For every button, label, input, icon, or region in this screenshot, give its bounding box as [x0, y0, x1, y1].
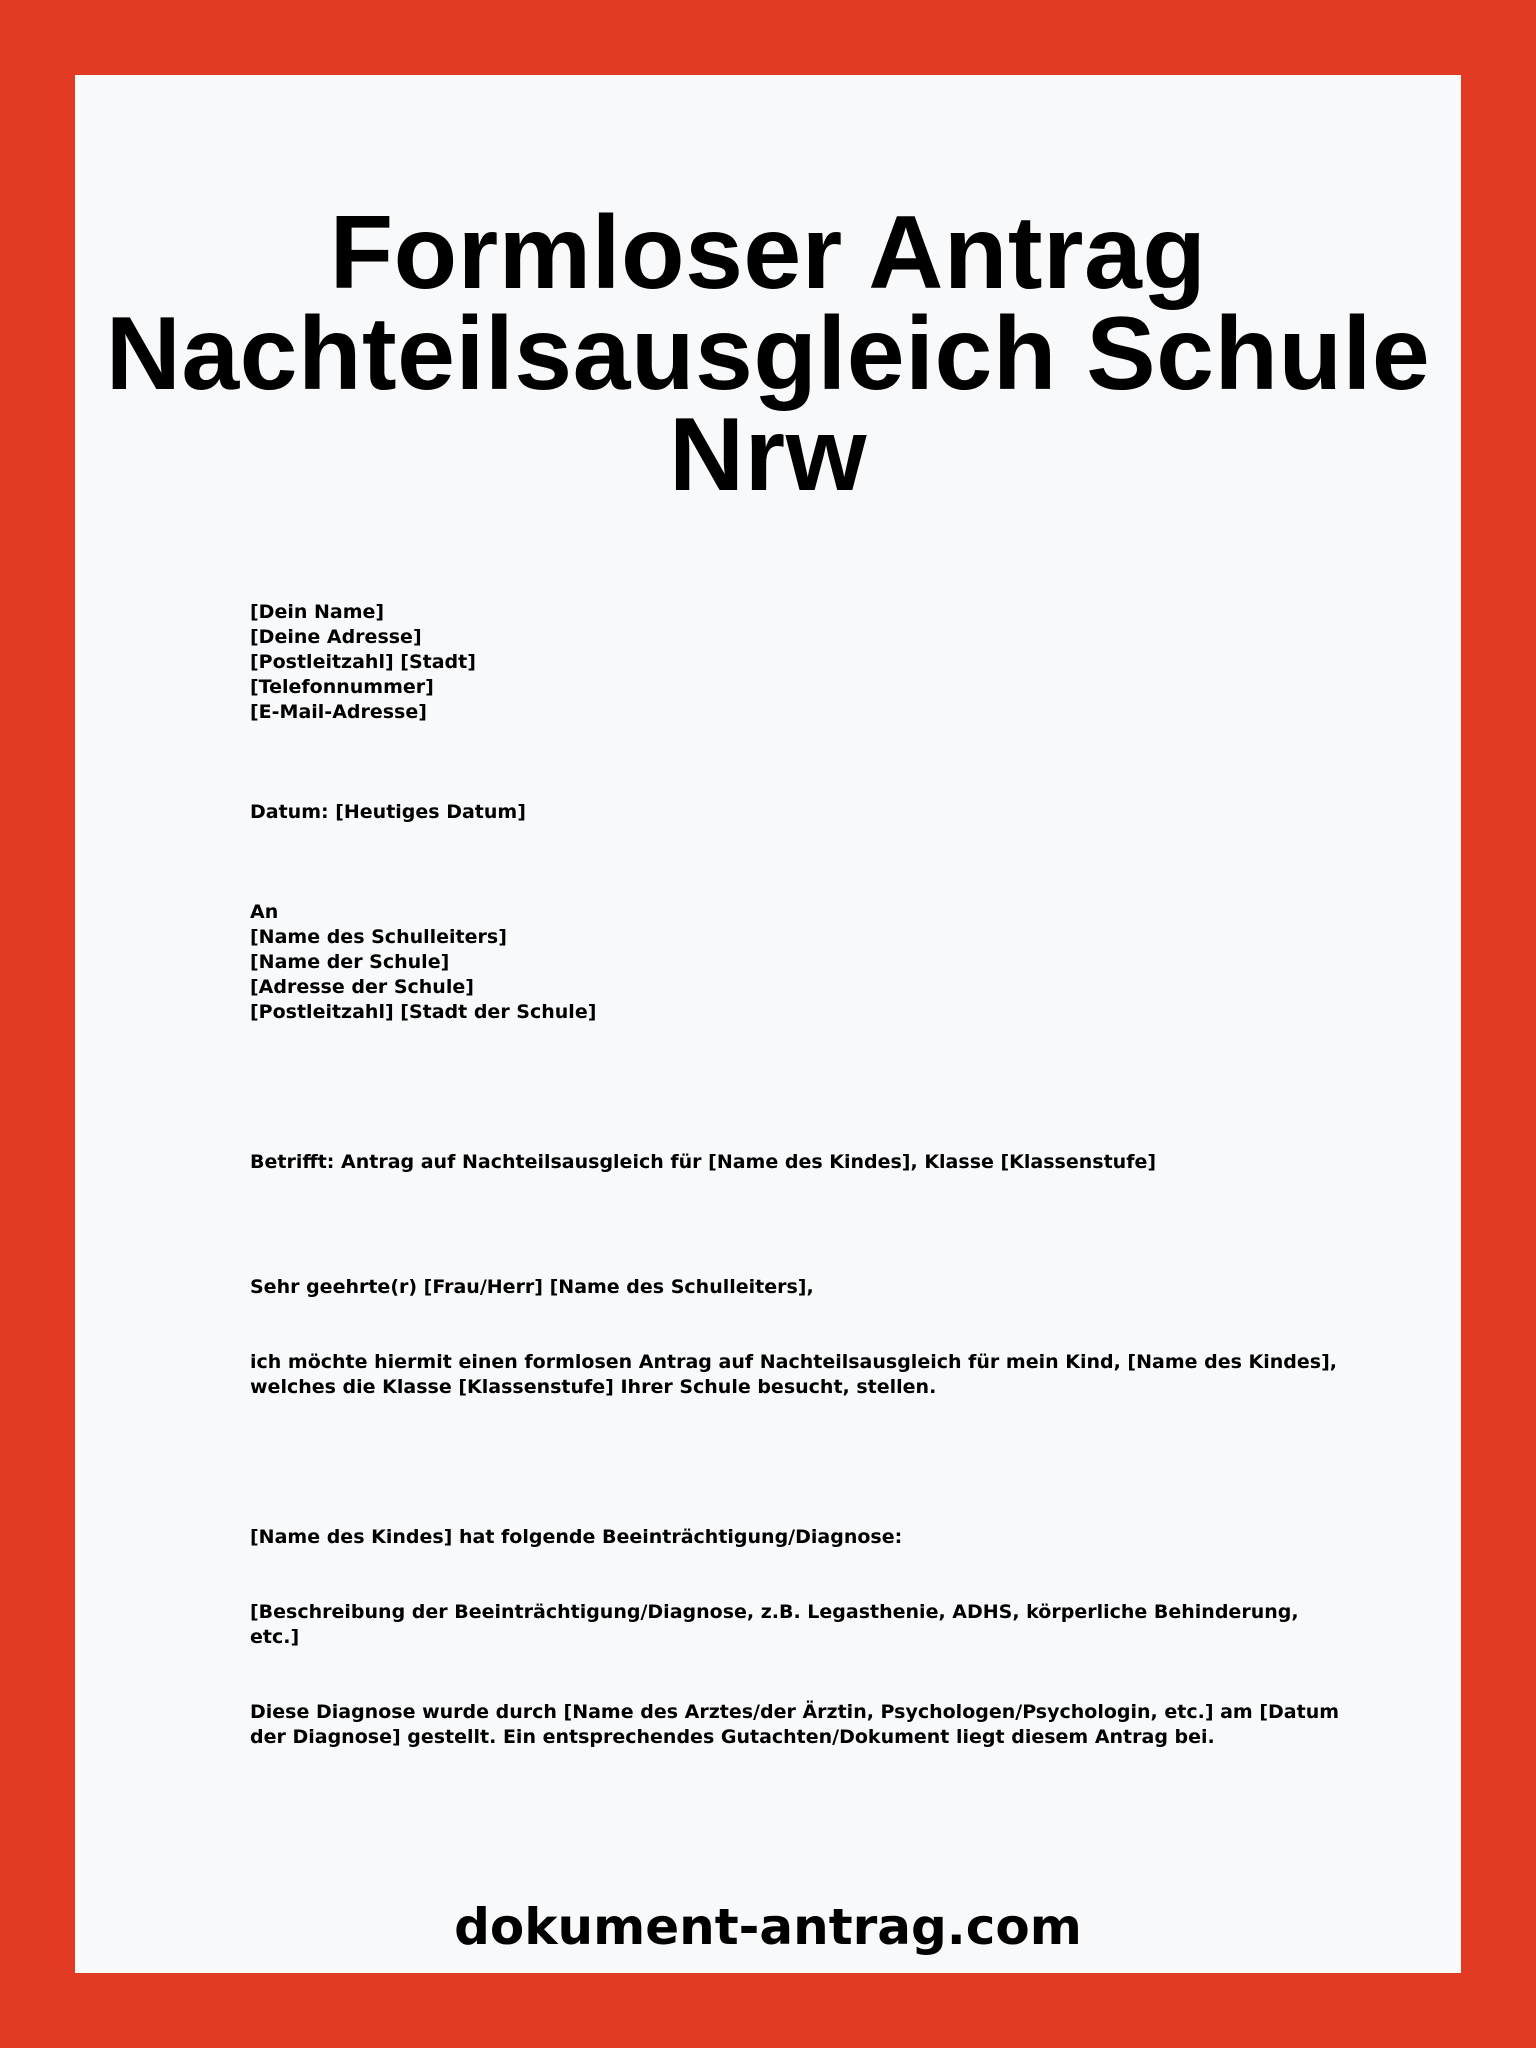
diagnosis-intro: [Name des Kindes] hat folgende Beeinträchtigung/Diagnose:: [250, 1526, 903, 1548]
sender-city: [Postleitzahl] [Stadt]: [250, 651, 476, 673]
sender-address-block: [250, 600, 1350, 725]
sender-phone: [Telefonnummer]: [250, 676, 434, 698]
sender-name: [Dein Name]: [250, 601, 385, 623]
letter-body: [250, 600, 1350, 1750]
sender-address: [Deine Adresse]: [250, 626, 422, 648]
title-line-3: Nrw: [669, 397, 867, 513]
recipient-prefix: An: [250, 901, 279, 923]
footer-website: dokument-antrag.com: [454, 1898, 1082, 1956]
sender-email: [E-Mail-Adresse]: [250, 701, 427, 723]
letter-subject: Betrifft: Antrag auf Nachteilsausgleich für [Name des Kindes], Klasse [Klassenstufe]: [250, 1151, 1157, 1173]
recipient-school: [Name der Schule]: [250, 951, 450, 973]
diagnosis-source: Diese Diagnose wurde durch [Name des Arztes/der Ärztin, Psychologen/Psychologin, etc.] am [Datum der Diagnose] gestellt. Ein entsprechendes Gutachten/Dokument liegt diesem Antrag bei.: [250, 1701, 1340, 1748]
recipient-city: [Postleitzahl] [Stadt der Schule]: [250, 1001, 597, 1023]
diagnosis-description: [Beschreibung der Beeinträchtigung/Diagnose, z.B. Legasthenie, ADHS, körperliche Behinderung, etc.]: [250, 1601, 1299, 1648]
title-line-1: Formloser Antrag: [329, 195, 1207, 311]
recipient-principal: [Name des Schulleiters]: [250, 926, 507, 948]
letter-paragraph-request: ich möchte hiermit einen formlosen Antrag auf Nachteilsausgleich für mein Kind, [Name des Kindes], welches die Klasse [Klassenstufe] Ihrer Schule besucht, stellen.: [250, 1351, 1338, 1398]
recipient-address: [Adresse der Schule]: [250, 976, 474, 998]
letter-salutation: Sehr geehrte(r) [Frau/Herr] [Name des Schulleiters],: [250, 1276, 814, 1298]
letter-date: Datum: [Heutiges Datum]: [250, 801, 526, 823]
document-page: [75, 75, 1461, 1973]
title-line-2: Nachteilsausgleich Schule: [105, 296, 1431, 412]
document-title: [75, 195, 1461, 513]
recipient-address-block: [250, 900, 1350, 1025]
